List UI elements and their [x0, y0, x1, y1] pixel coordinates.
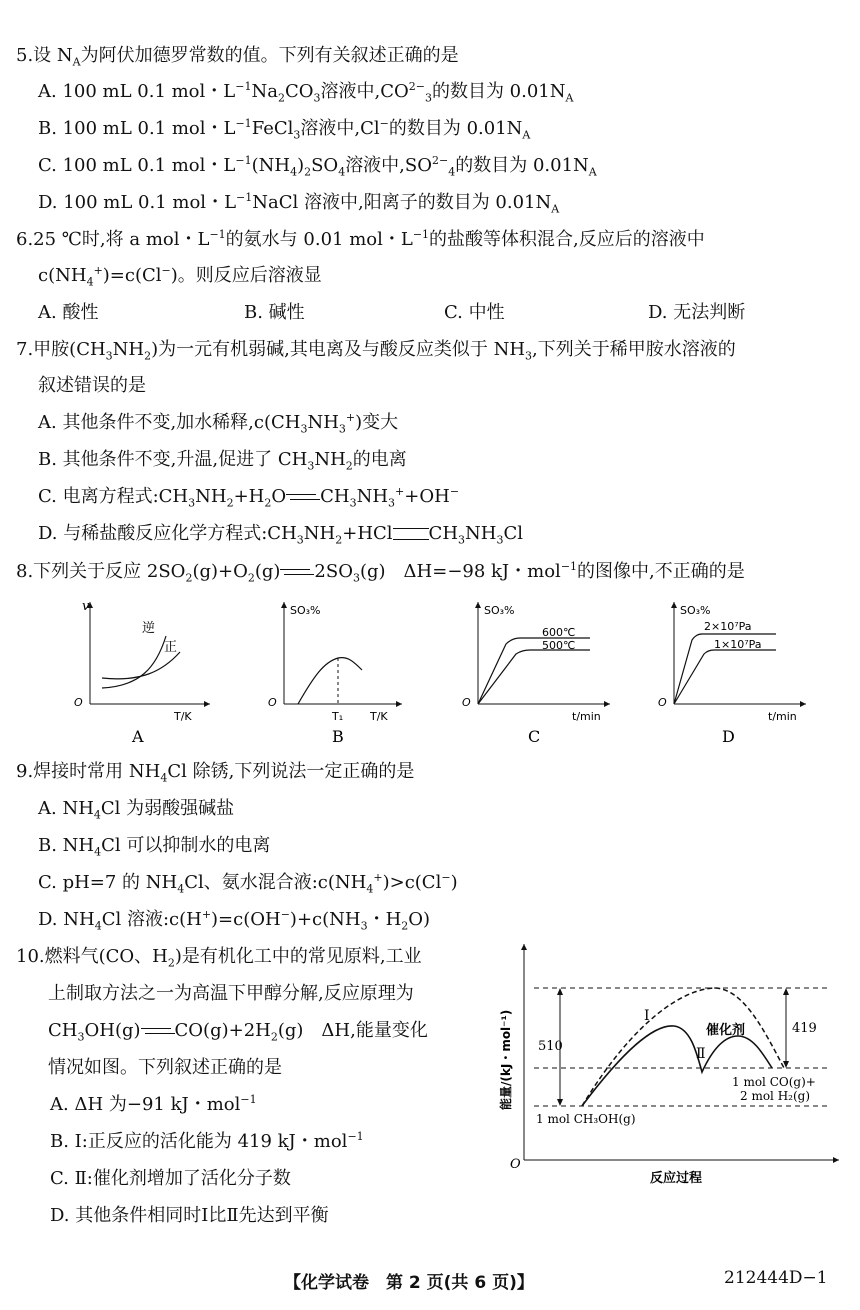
graph-c-letter: C	[528, 727, 541, 746]
footer-page-info: 【化学试卷 第 2 页(共 6 页)】	[284, 1273, 534, 1293]
q6-option-c: C. 中性	[444, 302, 505, 323]
energy-catalyst-label: 催化剂	[706, 1023, 746, 1038]
q5-stem: 5.设 $N_A$为阿伏加德罗常数的值。下列有关叙述正确的是	[16, 45, 459, 69]
energy-curve-i-label: Ⅰ	[644, 1008, 650, 1024]
q10-option-d: D. 其他条件相同时Ⅰ比Ⅱ先达到平衡	[50, 1205, 329, 1226]
footer-code: 212444D−1	[724, 1268, 828, 1288]
q9-option-c: C. pH=7 的 $NH_4Cl$、氨水混合液$:c(NH_4^+)>c(Cl^-)$	[38, 871, 458, 896]
graph-c-curve-500	[478, 650, 590, 704]
graph-d-letter: D	[722, 727, 735, 746]
graph-b-origin: O	[268, 696, 277, 709]
graph-a-origin: O	[74, 696, 83, 709]
q6-stem-line1: 6.25 ℃时,将 a mol・$L^{-1}$的氨水与 0.01 mol・$L^{-1}$的盐酸等体积混合,反应后的溶液中	[16, 228, 705, 250]
q8-graph-a	[70, 596, 220, 748]
q10-stem-line1: 10.燃料气(CO、$H_2$)是有机化工中的常见原料,工业	[16, 946, 422, 970]
energy-510-label: 510	[538, 1039, 563, 1054]
q6-option-d: D. 无法判断	[648, 302, 746, 323]
q10-stem-line2: 上制取方法之一为高温下甲醇分解,反应原理为	[48, 983, 414, 1004]
graph-b-ylabel: SO₃%	[290, 604, 321, 617]
energy-product-line1: 1 mol CO(g)+	[732, 1075, 816, 1089]
graph-d-curve2-label: 1×10⁷Pa	[714, 638, 762, 651]
graph-c-origin: O	[462, 696, 471, 709]
energy-curve-ii-label: Ⅱ	[696, 1046, 706, 1062]
q8-graph-c	[460, 596, 620, 748]
q10-energy-diagram	[494, 940, 844, 1190]
q7-option-c: C. 电离方程式$:CH_3NH_2+H_2O$ $CH_3NH_3^++OH^-$	[38, 485, 460, 510]
equals-sign-icon	[393, 528, 429, 540]
q10-stem-line3: $CH_3OH(g)$ $CO(g)+2H_2(g)$ ΔH,能量变化	[48, 1020, 428, 1044]
graph-a-xlabel: T/K	[174, 710, 192, 723]
graph-a-forward-curve	[102, 652, 180, 679]
graph-d-ylabel: SO₃%	[680, 604, 711, 617]
q5-option-c: C. 100 mL 0.1 mol・$L^{-1}(NH_4)_2SO_4$溶液中$,SO^{2-}_4$的数目为 $0.01N_A$	[38, 154, 597, 179]
graph-a-curve1-label: 逆	[142, 621, 156, 636]
q5-option-a: A. 100 mL 0.1 mol・$L^{-1}Na_2CO_3$溶液中$,CO^{2-}_3$的数目为 $0.01N_A$	[38, 80, 574, 105]
q9-option-a: A. $NH_4Cl$ 为弱酸强碱盐	[38, 798, 235, 822]
graph-d-curve-1e7	[674, 650, 776, 704]
q9-option-b: B. $NH_4Cl$ 可以抑制水的电离	[38, 835, 271, 859]
q10-option-c: C. Ⅱ:催化剂增加了活化分子数	[50, 1168, 291, 1189]
q6-option-b: B. 碱性	[244, 302, 305, 323]
graph-a-letter: A	[132, 727, 144, 746]
graph-d-xlabel: t/min	[768, 710, 797, 723]
energy-product-line2: 2 mol H₂(g)	[740, 1089, 811, 1103]
q5-option-b: B. 100 mL 0.1 mol・$L^{-1}FeCl_3$溶液中,Cl−的数目为 $0.01N_A$	[38, 117, 531, 142]
q10-stem-line4: 情况如图。下列叙述正确的是	[48, 1057, 282, 1078]
graph-c-curve1-label: 600℃	[542, 626, 576, 639]
graph-b-xlabel: T/K	[370, 710, 388, 723]
q9-option-d: D. $NH_4Cl$ 溶液$:c(H^+)=c(OH^-)+c(NH_3$・$H_2O$)	[38, 908, 431, 933]
graph-c-curve2-label: 500℃	[542, 639, 576, 652]
equilibrium-arrow-icon	[280, 566, 314, 578]
graph-c-xlabel: t/min	[572, 710, 601, 723]
q10-option-a: A. ΔH 为−91 kJ・mol$^{-1}$	[50, 1093, 257, 1115]
q7-option-a: A. 其他条件不变,加水稀释$,c(CH_3NH_3^+)$变大	[38, 411, 399, 436]
q9-stem: 9.焊接时常用 $NH_4Cl$ 除锈,下列说法一定正确的是	[16, 761, 415, 785]
q8-stem: 8.下列关于反应 $2SO_2(g)+O_2(g)$ $2SO_3(g)$ ΔH=−98 kJ・mol$^{-1}$的图像中,不正确的是	[16, 560, 745, 585]
q8-graph-b	[262, 596, 412, 748]
q8-graph-d	[656, 596, 826, 748]
graph-d-origin: O	[658, 696, 667, 709]
energy-origin: O	[510, 1157, 521, 1172]
q7-option-d: D. 与稀盐酸反应化学方程式$:CH_3NH_2+HCl$ $CH_3NH_3Cl$	[38, 523, 524, 547]
q7-stem-line1: 7.甲胺$(CH_3NH_2)$为一元有机弱碱,其电离及与酸反应类似于 $NH_3$,下列关于稀甲胺水溶液的	[16, 339, 736, 363]
graph-a-ylabel: v	[82, 599, 90, 614]
q6-option-a: A. 酸性	[38, 302, 99, 323]
graph-a-reverse-curve	[102, 636, 166, 688]
q10-option-b: B. Ⅰ:正反应的活化能为 419 kJ・mol$^{-1}$	[50, 1130, 364, 1152]
graph-a-curve2-label: 正	[164, 640, 178, 655]
equilibrium-arrow-icon	[141, 1025, 175, 1037]
q5-option-d: D. 100 mL 0.1 mol・$L^{-1}NaCl$ 溶液中,阳离子的数目为 $0.01N_A$	[38, 191, 560, 216]
energy-reactant-label: 1 mol CH₃OH(g)	[536, 1112, 636, 1126]
graph-b-letter: B	[332, 727, 344, 746]
energy-xlabel: 反应过程	[650, 1171, 703, 1186]
q7-option-b: B. 其他条件不变,升温,促进了 $CH_3NH_2$的电离	[38, 449, 407, 473]
graph-c-ylabel: SO₃%	[484, 604, 515, 617]
q6-stem-line2: $c(NH_4^+)=c(Cl^-)$。则反应后溶液显	[38, 264, 322, 289]
energy-ylabel: 能量/(kJ・mol⁻¹)	[499, 1009, 513, 1110]
q7-stem-line2: 叙述错误的是	[38, 375, 146, 396]
graph-d-curve1-label: 2×10⁷Pa	[704, 620, 752, 633]
energy-419-label: 419	[792, 1021, 817, 1036]
equilibrium-arrow-icon	[286, 491, 320, 503]
graph-b-tick: T₁	[332, 710, 344, 723]
graph-b-curve	[298, 658, 362, 704]
